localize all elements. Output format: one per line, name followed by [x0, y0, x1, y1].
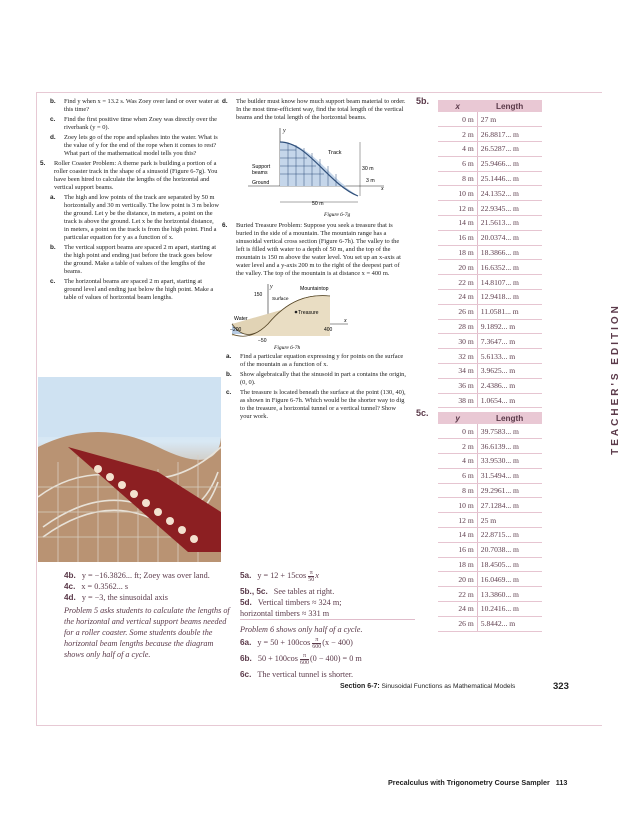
cell-x: 8 m	[438, 171, 477, 186]
problem-5d	[222, 98, 407, 122]
table-row	[438, 260, 542, 275]
answer-label: 4c.	[64, 582, 76, 591]
figure-6-7h	[228, 280, 378, 350]
answer-text: y = 12 + 15cos	[257, 571, 307, 580]
item-text: The treasure is located beneath the surface at the point (130, 40), as shown in Figure 6-7h. Which would be the shorter way to dig to the treasure, a horizontal tunnel or a vertical tunnel? Show your work.	[240, 389, 406, 420]
table-row	[438, 513, 542, 528]
fig2-water-label: Water	[234, 316, 248, 322]
fig2-mountaintop-label: Mountaintop	[300, 286, 329, 292]
cell-length: 26.8817... m	[477, 127, 542, 142]
table-row	[438, 498, 542, 513]
cell-x: 24 m	[438, 602, 477, 617]
item-text: Show algebraically that the sinusoid in part a contains the origin, (0, 0).	[240, 371, 406, 386]
sampler-page-number: 113	[555, 778, 568, 787]
table-row	[438, 424, 542, 439]
table-row	[438, 528, 542, 543]
table-5c-body	[438, 424, 542, 631]
cell-x: 28 m	[438, 319, 477, 334]
item-label: c.	[226, 389, 232, 396]
sampler-footer	[388, 778, 608, 787]
roller-coaster-illustration	[38, 377, 221, 562]
problem-6c	[226, 389, 407, 421]
cell-length: 24.1352... m	[477, 186, 542, 201]
item-text: Find a particular equation expressing y for points on the surface of the mountain as a function of x.	[240, 353, 404, 368]
table-row	[438, 439, 542, 454]
cell-length: 36.6139... m	[477, 439, 542, 454]
answer-4d	[64, 592, 230, 603]
figure-6-7g	[238, 124, 388, 219]
problem-text: Roller Coaster Problem: A theme park is building a portion of a roller coaster track in the shape of a sinusoid (Figure 6-7g). You have been hired to calculate the lengths of the horizontal and vertical support beams.	[54, 160, 218, 191]
table-row	[438, 275, 542, 290]
table-row	[438, 216, 542, 231]
cell-x: 26 m	[438, 304, 477, 319]
fig1-support-label: Support	[252, 164, 271, 170]
cell-x: 6 m	[438, 468, 477, 483]
problem-5b	[50, 244, 220, 276]
table-row	[438, 127, 542, 142]
item-label: c.	[50, 116, 56, 123]
problem-6a	[226, 353, 407, 369]
table-row	[438, 602, 542, 617]
table-row	[438, 156, 542, 171]
cell-length: 14.8107... m	[477, 275, 542, 290]
cell-length: 33.9530... m	[477, 454, 542, 469]
cell-x: 0 m	[438, 112, 477, 127]
cell-length: 10.2416... m	[477, 602, 542, 617]
table-row	[438, 572, 542, 587]
answer-6b	[240, 653, 415, 666]
cell-x: 36 m	[438, 378, 477, 393]
table-row	[438, 542, 542, 557]
fig2-400-label: 400	[324, 327, 333, 333]
answer-tail: (x − 400)	[322, 638, 353, 647]
cell-x: 4 m	[438, 454, 477, 469]
cell-length: 25 m	[477, 513, 542, 528]
cell-x: 14 m	[438, 528, 477, 543]
cell-length: 18.4505... m	[477, 557, 542, 572]
cell-x: 12 m	[438, 201, 477, 216]
problem-4c	[50, 116, 220, 132]
fraction	[300, 653, 309, 666]
item-text: The vertical support beams are spaced 2 m apart, starting at the high point and ending just before the track goes below the ground. Make a table of values of the lengths of the beams.	[64, 244, 217, 275]
fig1-3m-label: 3 m	[366, 178, 375, 184]
problem-6	[222, 222, 407, 278]
teacher-answers-right	[240, 570, 415, 680]
table-row	[438, 349, 542, 364]
cell-length: 27 m	[477, 112, 542, 127]
table-row	[438, 142, 542, 157]
fraction-denominator: 50	[308, 577, 315, 583]
table-5c	[438, 412, 542, 632]
cell-x: 10 m	[438, 186, 477, 201]
answer-label: 5b., 5c.	[240, 587, 268, 596]
problem-4d	[50, 134, 220, 158]
fig2-150-label: 150	[254, 292, 263, 298]
table-row	[438, 378, 542, 393]
fig1-beams-label: beams	[252, 170, 268, 176]
cell-x: 16 m	[438, 542, 477, 557]
table-row	[438, 304, 542, 319]
answer-text: y = −16.3826... ft; Zoey was over land.	[81, 571, 210, 580]
section-footer	[340, 683, 600, 690]
item-label: b.	[50, 244, 56, 251]
table-row	[438, 334, 542, 349]
answer-tail: x	[315, 571, 319, 580]
table-row	[438, 290, 542, 305]
teacher-note-problem-6: Problem 6 shows only half of a cycle.	[240, 625, 363, 634]
cell-x: 6 m	[438, 156, 477, 171]
answer-5d-cont: horizontal timbers ≈ 331 m	[240, 608, 415, 620]
item-text: The high and low points of the track are separated by 50 m horizontally and 30 m vertically. The low point is 3 m below the ground. Let y be the distance, in meters, a point on the track is above the ground. Let x be the horizontal distance, in meters, a point on the track is from the high point. Find a particular equation for y as a function of x.	[64, 194, 219, 241]
answer-text: 50 + 100cos	[257, 654, 298, 663]
item-label: c.	[50, 278, 56, 285]
cell-x: 34 m	[438, 364, 477, 379]
answer-text: Vertical timbers ≈ 324 m;	[257, 598, 342, 607]
cell-x: 12 m	[438, 513, 477, 528]
fig1-y-label: y	[283, 128, 286, 134]
problem-number: 5.	[40, 160, 46, 167]
item-label: d.	[50, 134, 56, 141]
page-number: 323	[553, 681, 569, 692]
answer-text: y = 50 + 100cos	[257, 638, 311, 647]
answer-4b	[64, 570, 230, 581]
table-5b-body	[438, 112, 542, 408]
problem-4b	[50, 98, 220, 114]
answer-label: 6c.	[240, 670, 252, 679]
problem-5a	[50, 194, 220, 242]
table-row	[438, 557, 542, 572]
cell-x: 20 m	[438, 260, 477, 275]
fig1-track-label: Track	[328, 150, 342, 156]
cell-length: 2.4386... m	[477, 378, 542, 393]
table-row	[438, 319, 542, 334]
problem-5	[40, 160, 220, 192]
fig2-y-label: y	[270, 284, 273, 290]
table-row	[438, 393, 542, 408]
fig2-minus50-label: −50	[258, 338, 267, 344]
cell-x: 22 m	[438, 587, 477, 602]
cell-length: 29.2961... m	[477, 483, 542, 498]
fig2-minus200-label: −200	[230, 327, 242, 333]
table-header-row	[438, 412, 542, 424]
teacher-answers-left	[64, 570, 230, 660]
fig2-surface-label: Surface	[272, 297, 289, 302]
table-row	[438, 468, 542, 483]
item-text: Zoey lets go of the rope and splashes into the water. What is the value of y for the end of the rope when it comes to rest? What part of the mathematical model tells you this?	[64, 134, 218, 157]
column-header-x: x	[438, 100, 477, 112]
fig2-caption: Figure 6-7h	[274, 345, 301, 350]
problem-6b	[226, 371, 407, 387]
answer-text: The vertical tunnel is shorter.	[257, 670, 354, 679]
answer-label: 5d.	[240, 598, 252, 607]
cell-length: 16.0469... m	[477, 572, 542, 587]
item-label: a.	[226, 353, 232, 360]
cell-length: 13.3860... m	[477, 587, 542, 602]
column-header-y: y	[438, 412, 477, 424]
cell-x: 10 m	[438, 498, 477, 513]
table-row	[438, 616, 542, 631]
fraction-denominator: 600	[312, 644, 322, 650]
cell-length: 20.7038... m	[477, 542, 542, 557]
column-left	[40, 98, 220, 304]
sampler-title: Precalculus with Trigonometry Course Sampler	[388, 778, 550, 787]
item-label: a.	[50, 194, 56, 201]
cell-length: 21.5613... m	[477, 216, 542, 231]
answer-5d	[240, 597, 415, 608]
cell-length: 12.9418... m	[477, 290, 542, 305]
fig2-treasure-label: Treasure	[298, 310, 319, 316]
table-5b	[438, 100, 542, 408]
table-row	[438, 454, 542, 469]
column-header-length: Length	[477, 412, 542, 424]
cell-length: 26.5287... m	[477, 142, 542, 157]
cell-length: 5.6133... m	[477, 349, 542, 364]
cell-length: 9.1892... m	[477, 319, 542, 334]
cell-x: 30 m	[438, 334, 477, 349]
item-text: The horizontal beams are spaced 2 m apart, starting at ground level and ending just below the high point. Make a table of values of horizontal beam lengths.	[64, 278, 214, 301]
column-header-length: Length	[477, 100, 542, 112]
table-row	[438, 171, 542, 186]
fraction	[312, 637, 321, 650]
answer-5a	[240, 570, 415, 583]
fig1-ground-label: Ground	[252, 180, 270, 186]
fig1-caption: Figure 6-7g	[324, 212, 351, 218]
item-label: d.	[222, 98, 228, 105]
fraction-numerator: π	[300, 653, 309, 660]
cell-x: 18 m	[438, 557, 477, 572]
cell-length: 25.9466... m	[477, 156, 542, 171]
cell-length: 31.5494... m	[477, 468, 542, 483]
answer-label: 6b.	[240, 654, 252, 663]
cell-length: 25.1446... m	[477, 171, 542, 186]
roller-coaster-photo	[38, 377, 221, 562]
cell-x: 8 m	[438, 483, 477, 498]
fig1-50m-label: 50 m	[312, 201, 324, 207]
cell-x: 14 m	[438, 216, 477, 231]
cell-x: 22 m	[438, 275, 477, 290]
cell-x: 0 m	[438, 424, 477, 439]
teachers-edition-label: TEACHER'S EDITION	[610, 303, 621, 455]
cell-length: 5.8442... m	[477, 616, 542, 631]
answer-label: 5a.	[240, 571, 252, 580]
cell-x: 24 m	[438, 290, 477, 305]
answer-label: 4b.	[64, 571, 76, 580]
section-title: Sinusoidal Functions as Mathematical Models	[381, 683, 516, 690]
table-row	[438, 587, 542, 602]
table-row	[438, 201, 542, 216]
table-row	[438, 230, 542, 245]
cell-x: 2 m	[438, 127, 477, 142]
cell-length: 18.3866... m	[477, 245, 542, 260]
table-5c-label: 5c.	[416, 408, 429, 418]
fig2-x-label: x	[344, 318, 347, 324]
answer-4c	[64, 581, 230, 592]
answer-tail: (0 − 400) = 0 m	[309, 654, 362, 663]
answer-6c	[240, 669, 415, 680]
fraction-numerator: π	[309, 570, 313, 576]
cell-length: 39.7583... m	[477, 424, 542, 439]
teacher-note-problem-5: Problem 5 asks students to calculate the lengths of the horizontal and vertical support beams needed for a roller coaster. Some students double the horizontal beam lengths because the diagram shows only half of a cycle.	[64, 606, 230, 659]
cell-x: 20 m	[438, 572, 477, 587]
cell-length: 7.3647... m	[477, 334, 542, 349]
fraction-numerator: π	[312, 637, 321, 644]
answer-text: y = −3, the sinusoidal axis	[81, 593, 168, 602]
table-header-row	[438, 100, 542, 112]
answer-6a	[240, 637, 415, 650]
item-text: The builder must know how much support beam material to order. In the most time-efficient way, find the total length of the vertical beams and the total length of the horizontal beams.	[236, 98, 406, 121]
cell-x: 32 m	[438, 349, 477, 364]
answer-text: x = 0.3562... s	[81, 582, 129, 591]
table-row	[438, 483, 542, 498]
cell-length: 27.1284... m	[477, 498, 542, 513]
cell-length: 11.0581... m	[477, 304, 542, 319]
cell-length: 22.9345... m	[477, 201, 542, 216]
column-middle	[222, 98, 407, 423]
cell-length: 16.6352... m	[477, 260, 542, 275]
problem-number: 6.	[222, 222, 228, 229]
fraction	[308, 570, 314, 583]
item-label: b.	[226, 371, 232, 378]
cell-length: 1.0654... m	[477, 393, 542, 408]
problem-5c	[50, 278, 220, 302]
teachers-edition-tab	[602, 294, 632, 464]
cell-x: 18 m	[438, 245, 477, 260]
answer-5b-5c	[240, 586, 415, 597]
item-text: Find y when x = 13.2 s. Was Zoey over land or over water at this time?	[64, 98, 219, 113]
cell-x: 38 m	[438, 393, 477, 408]
table-row	[438, 245, 542, 260]
cell-length: 3.9625... m	[477, 364, 542, 379]
table-row	[438, 186, 542, 201]
cell-length: 22.8715... m	[477, 528, 542, 543]
fraction-denominator: 600	[299, 660, 309, 666]
cell-x: 4 m	[438, 142, 477, 157]
item-label: b.	[50, 98, 56, 105]
cell-length: 20.0374... m	[477, 230, 542, 245]
table-row	[438, 364, 542, 379]
cell-x: 16 m	[438, 230, 477, 245]
fig1-30m-label: 30 m	[362, 166, 374, 172]
cell-x: 26 m	[438, 616, 477, 631]
answer-text: See tables at right.	[273, 587, 335, 596]
table-row	[438, 112, 542, 127]
section-number: Section 6-7:	[340, 683, 380, 690]
answer-label: 4d.	[64, 593, 76, 602]
answer-label: 6a.	[240, 638, 252, 647]
cell-x: 2 m	[438, 439, 477, 454]
fig1-x-label: x	[381, 186, 384, 192]
table-5b-label: 5b.	[416, 96, 430, 106]
problem-text: Buried Treasure Problem: Suppose you seek a treasure that is buried in the side of a mountain. The mountain range has a sinusoidal vertical cross section (Figure 6-7h). The valley to the left is filled with water to a depth of 50 m, and the top of the mountain is 150 m above the water level. You set up an x-axis at water level and a y-axis 200 m to the right of the deepest part of the valley. The top of the mountain is at distance x = 400 m.	[236, 222, 401, 277]
item-text: Find the first positive time when Zoey was directly over the riverbank (y = 0).	[64, 116, 217, 131]
